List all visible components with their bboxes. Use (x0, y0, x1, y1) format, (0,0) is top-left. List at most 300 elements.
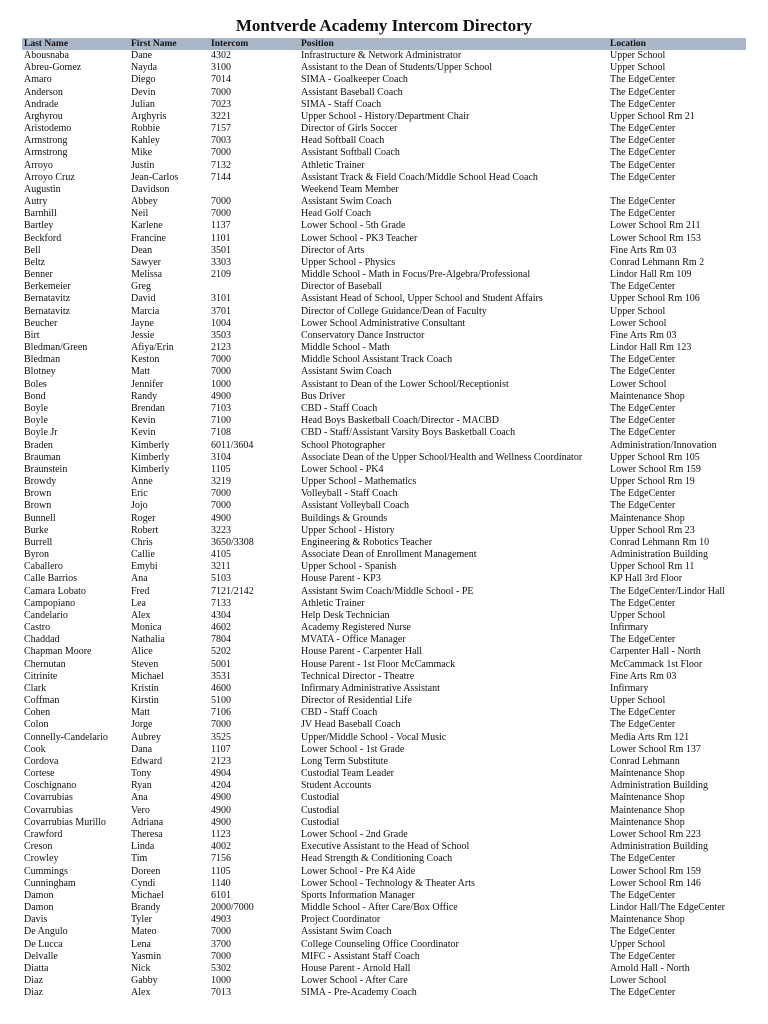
position-cell: Executive Assistant to the Head of School (301, 841, 470, 853)
table-row (22, 500, 746, 512)
position-cell: Infirmary Administrative Assistant (301, 682, 440, 694)
table-row (22, 780, 746, 792)
location-cell: The EdgeCenter (610, 171, 676, 183)
first-name-cell: Kimberly (131, 451, 170, 463)
intercom-cell: 7100 (211, 415, 231, 427)
table-row (22, 403, 746, 415)
location-cell: Maintenance Shop (610, 768, 685, 780)
table-row (22, 245, 746, 257)
table-row (22, 160, 746, 172)
intercom-cell: 3223 (211, 524, 231, 536)
position-cell: Middle School - Math (301, 342, 390, 354)
intercom-cell: 5202 (211, 646, 231, 658)
position-cell: Upper School - Spanish (301, 561, 397, 573)
table-row (22, 622, 746, 634)
location-cell: The EdgeCenter (610, 719, 676, 731)
last-name-cell: Crowley (24, 853, 59, 865)
first-name-cell: Nathalia (131, 634, 165, 646)
intercom-cell: 7106 (211, 707, 231, 719)
last-name-cell: Covarrubias (24, 792, 73, 804)
first-name-cell: Yasmin (131, 950, 162, 962)
last-name-cell: Creson (24, 841, 53, 853)
first-name-cell: Mike (131, 147, 153, 159)
intercom-cell: 7133 (211, 597, 231, 609)
intercom-cell: 7157 (211, 123, 231, 135)
position-cell: Assistant Swim Coach (301, 366, 392, 378)
first-name-cell: Roger (131, 512, 156, 524)
position-cell: Infrastructure & Network Administrator (301, 50, 462, 61)
intercom-cell: 7000 (211, 366, 231, 378)
location-cell: Upper School Rm 106 (610, 293, 700, 305)
location-cell: The EdgeCenter (610, 853, 676, 865)
location-cell: Lower School Rm 159 (610, 865, 701, 877)
first-name-cell: Lea (131, 597, 146, 609)
first-name-cell: Dean (131, 244, 153, 256)
table-row (22, 379, 746, 391)
location-cell: Fine Arts Rm 03 (610, 244, 677, 256)
table-row (22, 50, 746, 62)
first-name-cell: Dana (131, 743, 153, 755)
last-name-cell: De Angulo (24, 926, 68, 938)
table-row (22, 342, 746, 354)
table-row (22, 269, 746, 281)
table-row (22, 707, 746, 719)
first-name-cell: Greg (131, 281, 151, 293)
last-name-cell: Brown (24, 488, 52, 500)
first-name-cell: Jorge (131, 719, 153, 731)
location-cell: The EdgeCenter (610, 366, 676, 378)
table-row (22, 586, 746, 598)
column-header-last-name: Last Name (24, 39, 69, 49)
intercom-cell: 7000 (211, 950, 231, 962)
table-row (22, 634, 746, 646)
intercom-cell: 3503 (211, 329, 231, 341)
first-name-cell: Kimberly (131, 439, 170, 451)
table-row (22, 172, 746, 184)
intercom-cell: 3100 (211, 62, 231, 74)
first-name-cell: Eric (131, 488, 148, 500)
first-name-cell: Randy (131, 390, 158, 402)
location-cell: The EdgeCenter (610, 86, 676, 98)
position-cell: Assistant Head of School, Upper School and Student Affairs (301, 293, 543, 305)
table-row (22, 951, 746, 963)
first-name-cell: Doreen (131, 865, 161, 877)
location-cell: Upper School (610, 62, 666, 74)
location-cell: The EdgeCenter (610, 415, 676, 427)
intercom-cell: 7103 (211, 402, 231, 414)
table-row (22, 537, 746, 549)
location-cell: The EdgeCenter (610, 634, 676, 646)
last-name-cell: Camara Lobato (24, 585, 86, 597)
first-name-cell: Sawyer (131, 256, 161, 268)
first-name-cell: Mateo (131, 926, 157, 938)
table-row (22, 87, 746, 99)
position-cell: Conservatory Dance Instructor (301, 329, 425, 341)
location-cell: Upper School (610, 938, 666, 950)
position-cell: Sports Information Manager (301, 889, 415, 901)
table-row (22, 366, 746, 378)
last-name-cell: Boyle Jr (24, 427, 58, 439)
first-name-cell: Fred (131, 585, 150, 597)
last-name-cell: Delvalle (24, 950, 58, 962)
location-cell: Lindor Hall Rm 109 (610, 269, 692, 281)
intercom-cell: 4302 (211, 50, 231, 61)
last-name-cell: Chapman Moore (24, 646, 92, 658)
first-name-cell: Steven (131, 658, 159, 670)
location-cell: The EdgeCenter (610, 402, 676, 414)
last-name-cell: Clark (24, 682, 47, 694)
location-cell: The EdgeCenter (610, 135, 676, 147)
position-cell: Lower School - PK4 (301, 463, 384, 475)
table-row (22, 573, 746, 585)
position-cell: SIMA - Staff Coach (301, 98, 382, 110)
location-cell: Upper School (610, 695, 666, 707)
location-cell: Administration Building (610, 549, 709, 561)
table-row (22, 354, 746, 366)
intercom-cell: 6101 (211, 889, 231, 901)
location-cell: McCammack 1st Floor (610, 658, 703, 670)
location-cell: Upper School Rm 105 (610, 451, 700, 463)
first-name-cell: David (131, 293, 156, 305)
last-name-cell: Chaddad (24, 634, 60, 646)
table-row (22, 147, 746, 159)
first-name-cell: Edward (131, 755, 163, 767)
first-name-cell: Theresa (131, 829, 163, 840)
last-name-cell: Beltz (24, 256, 46, 268)
first-name-cell: Tyler (131, 914, 152, 926)
last-name-cell: Candelario (24, 609, 68, 621)
last-name-cell: Cunningham (24, 877, 76, 889)
position-cell: Head Strength & Conditioning Coach (301, 853, 453, 865)
intercom-cell: 7804 (211, 634, 231, 646)
last-name-cell: Brauman (24, 451, 61, 463)
last-name-cell: Covarrubias (24, 804, 73, 816)
position-cell: Director of College Guidance/Dean of Faculty (301, 305, 487, 317)
table-header (22, 38, 746, 50)
location-cell: Administration Building (610, 780, 709, 792)
first-name-cell: Linda (131, 841, 155, 853)
intercom-cell: 4105 (211, 549, 231, 561)
first-name-cell: Matt (131, 707, 150, 719)
last-name-cell: Birt (24, 329, 40, 341)
table-row (22, 233, 746, 245)
position-cell: Buildings & Grounds (301, 512, 388, 524)
position-cell: SIMA - Goalkeeper Coach (301, 74, 408, 86)
intercom-cell: 1101 (211, 232, 231, 244)
intercom-cell: 5103 (211, 573, 231, 585)
location-cell: Conrad Lehmann (610, 755, 680, 767)
table-row (22, 975, 746, 987)
last-name-cell: Bledman (24, 354, 61, 366)
intercom-cell: 4900 (211, 390, 231, 402)
intercom-cell: 4002 (211, 841, 231, 853)
last-name-cell: Braden (24, 439, 53, 451)
last-name-cell: Brown (24, 500, 52, 512)
table-row (22, 866, 746, 878)
first-name-cell: Michael (131, 889, 164, 901)
table-row (22, 208, 746, 220)
location-cell: The EdgeCenter (610, 707, 676, 719)
first-name-cell: Dane (131, 50, 153, 61)
last-name-cell: Bartley (24, 220, 54, 232)
last-name-cell: Armstrong (24, 135, 68, 147)
table-row (22, 561, 746, 573)
column-header-location: Location (610, 39, 646, 49)
first-name-cell: Gabby (131, 975, 158, 987)
last-name-cell: Davis (24, 914, 48, 926)
table-row (22, 671, 746, 683)
last-name-cell: Coschignano (24, 780, 77, 792)
first-name-cell: Callie (131, 549, 155, 561)
first-name-cell: Jennifer (131, 378, 164, 390)
table-row (22, 476, 746, 488)
position-cell: Athletic Trainer (301, 159, 365, 171)
position-cell: Student Accounts (301, 780, 372, 792)
last-name-cell: Cortese (24, 768, 55, 780)
first-name-cell: Tim (131, 853, 148, 865)
location-cell: Lower School Rm 153 (610, 232, 701, 244)
last-name-cell: Campopiano (24, 597, 76, 609)
first-name-cell: Karlene (131, 220, 163, 232)
location-cell: Maintenance Shop (610, 914, 685, 926)
intercom-cell: 7003 (211, 135, 231, 147)
table-row (22, 646, 746, 658)
last-name-cell: Blotney (24, 366, 56, 378)
position-cell: Assistant Swim Coach/Middle School - PE (301, 585, 474, 597)
location-cell: Upper School (610, 305, 666, 317)
first-name-cell: Neil (131, 208, 149, 220)
last-name-cell: Diaz (24, 975, 43, 987)
intercom-cell: 7000 (211, 488, 231, 500)
table-row (22, 926, 746, 938)
position-cell: Lower School - 5th Grade (301, 220, 406, 232)
location-cell: Conrad Lehmann Rm 10 (610, 536, 710, 548)
location-cell: Administration/Innovation (610, 439, 717, 451)
intercom-cell: 2109 (211, 269, 231, 281)
location-cell: Lower School Rm 211 (610, 220, 701, 232)
location-cell: Upper School Rm 11 (610, 561, 695, 573)
first-name-cell: Kirstin (131, 695, 159, 707)
first-name-cell: Vero (131, 804, 150, 816)
first-name-cell: Tony (131, 768, 152, 780)
first-name-cell: Justin (131, 159, 155, 171)
last-name-cell: Boyle (24, 415, 48, 427)
first-name-cell: Emybi (131, 561, 158, 573)
intercom-cell: 3701 (211, 305, 231, 317)
table-row (22, 805, 746, 817)
table-row (22, 683, 746, 695)
first-name-cell: Nayda (131, 62, 158, 74)
position-cell: Help Desk Technician (301, 609, 390, 621)
first-name-cell: Jojo (131, 500, 148, 512)
position-cell: Athletic Trainer (301, 597, 365, 609)
location-cell: Maintenance Shop (610, 804, 685, 816)
last-name-cell: Cook (24, 743, 46, 755)
table-row (22, 281, 746, 293)
intercom-cell: 1004 (211, 317, 231, 329)
last-name-cell: Anderson (24, 86, 63, 98)
last-name-cell: Bernatavitz (24, 305, 71, 317)
position-cell: Lower School - 1st Grade (301, 743, 405, 755)
intercom-cell: 5001 (211, 658, 231, 670)
first-name-cell: Aubrey (131, 731, 161, 743)
location-cell: Fine Arts Rm 03 (610, 670, 677, 682)
last-name-cell: Boyle (24, 402, 48, 414)
first-name-cell: Robert (131, 524, 159, 536)
intercom-cell: 7000 (211, 196, 231, 208)
last-name-cell: Burrell (24, 536, 53, 548)
intercom-cell: 3104 (211, 451, 231, 463)
position-cell: Head Boys Basketball Coach/Director - MACBD (301, 415, 500, 427)
position-cell: CBD - Staff/Assistant Varsity Boys Basketball Coach (301, 427, 516, 439)
first-name-cell: Afiya/Erin (131, 342, 174, 354)
last-name-cell: De Lucca (24, 938, 63, 950)
column-header-intercom: Intercom (211, 39, 249, 49)
location-cell: Lower School (610, 975, 667, 987)
intercom-cell: 3219 (211, 476, 231, 488)
position-cell: Associate Dean of the Upper School/Health and Wellness Coordinator (301, 451, 583, 463)
position-cell: College Counseling Office Coordinator (301, 938, 459, 950)
position-cell: MVATA - Office Manager (301, 634, 406, 646)
last-name-cell: Castro (24, 622, 51, 634)
position-cell: Lower School - 2nd Grade (301, 829, 408, 840)
intercom-cell: 7000 (211, 500, 231, 512)
first-name-cell: Brendan (131, 402, 165, 414)
position-cell: Lower School - After Care (301, 975, 408, 987)
position-cell: Middle School - Math in Focus/Pre-Algebra/Professional (301, 269, 531, 281)
intercom-cell: 3525 (211, 731, 231, 743)
position-cell: Head Softball Coach (301, 135, 385, 147)
first-name-cell: Alex (131, 609, 151, 621)
table-row (22, 99, 746, 111)
position-cell: House Parent - Arnold Hall (301, 962, 411, 974)
table-row (22, 74, 746, 86)
last-name-cell: Crawford (24, 829, 63, 840)
intercom-cell: 7132 (211, 159, 231, 171)
position-cell: House Parent - Carpenter Hall (301, 646, 423, 658)
intercom-cell: 4602 (211, 622, 231, 634)
first-name-cell: Julian (131, 98, 155, 110)
intercom-cell: 4903 (211, 914, 231, 926)
position-cell: Assistant to the Dean of Students/Upper School (301, 62, 493, 74)
last-name-cell: Abreu-Gomez (24, 62, 82, 74)
position-cell: Project Coordinator (301, 914, 381, 926)
first-name-cell: Lena (131, 938, 151, 950)
first-name-cell: Arghyris (131, 110, 167, 122)
intercom-cell: 1123 (211, 829, 231, 840)
last-name-cell: Cordova (24, 755, 59, 767)
table-row (22, 829, 746, 841)
table-row (22, 427, 746, 439)
location-cell: Maintenance Shop (610, 390, 685, 402)
intercom-cell: 1137 (211, 220, 231, 232)
intercom-cell: 4600 (211, 682, 231, 694)
position-cell: Lower School - PK3 Teacher (301, 232, 418, 244)
location-cell: Maintenance Shop (610, 816, 685, 828)
location-cell: Administration Building (610, 841, 709, 853)
position-cell: Director of Arts (301, 244, 365, 256)
position-cell: Lower School - Pre K4 Aide (301, 865, 416, 877)
intercom-cell: 4204 (211, 780, 231, 792)
last-name-cell: Boles (24, 378, 47, 390)
first-name-cell: Ana (131, 573, 148, 585)
position-cell: Upper School - History (301, 524, 395, 536)
intercom-cell: 3303 (211, 256, 231, 268)
position-cell: Head Golf Coach (301, 208, 371, 220)
page-title: Montverde Academy Intercom Directory (235, 16, 533, 35)
first-name-cell: Devin (131, 86, 156, 98)
first-name-cell: Kahley (131, 135, 160, 147)
last-name-cell: Bledman/Green (24, 342, 88, 354)
intercom-cell: 2123 (211, 342, 231, 354)
last-name-cell: Barnhill (24, 208, 57, 220)
table-row (22, 598, 746, 610)
intercom-cell: 6011/3604 (211, 439, 254, 451)
intercom-cell: 7000 (211, 354, 231, 366)
first-name-cell: Adriana (131, 816, 164, 828)
table-row (22, 293, 746, 305)
last-name-cell: Connelly-Candelario (24, 731, 108, 743)
location-cell: Lindor Hall/The EdgeCenter (610, 902, 725, 914)
intercom-cell: 7000 (211, 86, 231, 98)
table-row (22, 902, 746, 914)
first-name-cell: Ana (131, 792, 148, 804)
intercom-cell: 5302 (211, 962, 231, 974)
first-name-cell: Chris (131, 536, 153, 548)
last-name-cell: Arghyrou (24, 110, 63, 122)
location-cell: The EdgeCenter (610, 488, 676, 500)
intercom-cell: 7000 (211, 208, 231, 220)
last-name-cell: Andrade (24, 98, 59, 110)
position-cell: Assistant Volleyball Coach (301, 500, 409, 512)
first-name-cell: Kevin (131, 427, 156, 439)
table-row (22, 659, 746, 671)
last-name-cell: Bell (24, 244, 41, 256)
table-row (22, 817, 746, 829)
table-row (22, 415, 746, 427)
location-cell: Upper School Rm 21 (610, 110, 695, 122)
first-name-cell: Nick (131, 962, 151, 974)
location-cell: The EdgeCenter (610, 159, 676, 171)
table-row (22, 744, 746, 756)
intercom-cell: 1000 (211, 378, 231, 390)
last-name-cell: Cohen (24, 707, 51, 719)
table-row (22, 318, 746, 330)
intercom-cell: 7023 (211, 98, 231, 110)
intercom-cell: 1105 (211, 463, 231, 475)
position-cell: Weekend Team Member (301, 183, 399, 195)
intercom-cell: 7108 (211, 427, 231, 439)
first-name-cell: Jessie (131, 329, 155, 341)
table-row (22, 719, 746, 731)
position-cell: Associate Dean of Enrollment Management (301, 549, 477, 561)
last-name-cell: Cummings (24, 865, 68, 877)
position-cell: Upper/Middle School - Vocal Music (301, 731, 447, 743)
directory-table (22, 50, 746, 999)
last-name-cell: Armstrong (24, 147, 68, 159)
last-name-cell: Diatta (24, 962, 49, 974)
last-name-cell: Damon (24, 889, 54, 901)
location-cell: Lindor Hall Rm 123 (610, 342, 692, 354)
last-name-cell: Arroyo Cruz (24, 171, 75, 183)
position-cell: Upper School - Physics (301, 256, 396, 268)
position-cell: Assistant Swim Coach (301, 196, 392, 208)
intercom-cell: 5100 (211, 695, 231, 707)
first-name-cell: Alice (131, 646, 153, 658)
position-cell: Custodial (301, 816, 340, 828)
last-name-cell: Calle Barrios (24, 573, 78, 585)
position-cell: Assistant Swim Coach (301, 926, 392, 938)
